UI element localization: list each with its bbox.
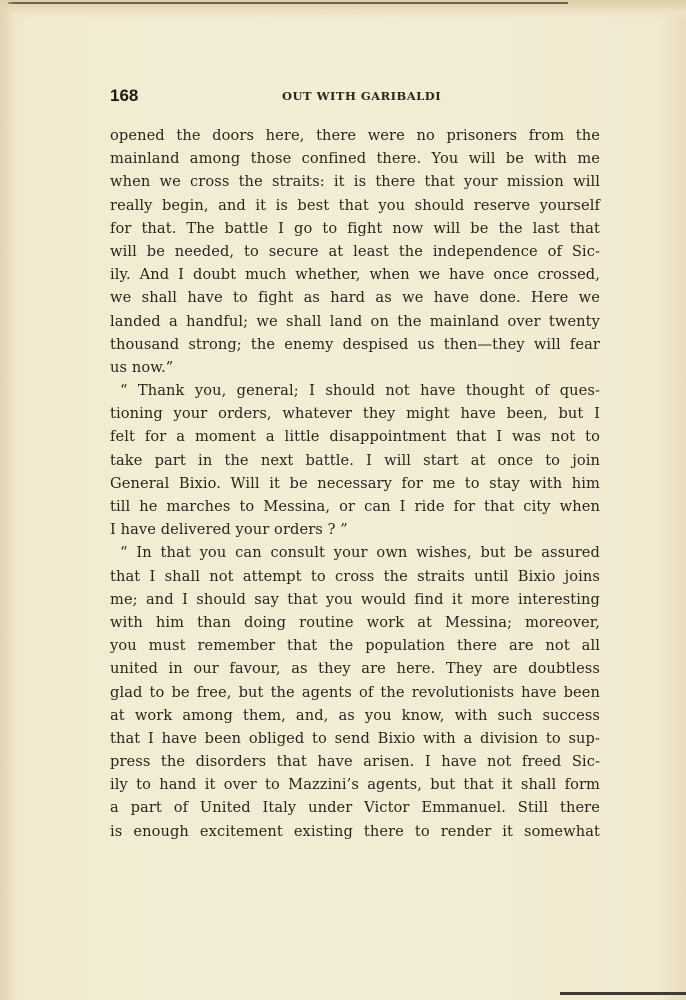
page-number: 168 [110,86,139,105]
text-line: that I have been obliged to send Bixio with a division to sup- [110,729,600,747]
text-line: with him than doing routine work at Messina; moreover, [110,613,600,631]
text-line: when we cross the straits: it is there that your mission will [110,173,600,191]
text-line: us now.” [110,358,174,376]
text-line: united in our favour, as they are here. They are doubtless [110,660,600,678]
text-line: will be needed, to secure at least the independence of Sic- [110,242,600,260]
text-line: General Bixio. Will it be necessary for me to stay with him [110,474,600,492]
text-line: till he marches to Messina, or can I ride for that city when [110,498,600,515]
text-line: I have delivered your orders ? ” [110,521,348,539]
page-left-edge [0,0,14,1000]
text-line: glad to be free, but the agents of the revolutionists have been [110,683,600,701]
running-head [110,86,600,108]
text-line: is enough excitement existing there to render it somewhat [110,822,600,840]
top-scan-rule [8,2,568,4]
text-line: thousand strong; the enemy despised us then—they will fear [110,335,600,353]
text-line: you must remember that the population there are not all [110,637,600,655]
text-line: landed a handful; we shall land on the mainland over twenty [110,312,600,330]
text-line: opened the doors here, there were no prisoners from the [110,127,600,144]
text-line: take part in the next battle. I will start at once to join [110,451,600,469]
text-line: ily to hand it over to Mazzini’s agents, but that it shall form [110,776,600,794]
text-line: we shall have to fight as hard as we have done. Here we [110,289,600,307]
text-line: press the disorders that have arisen. I have not freed Sic- [110,753,600,771]
text-line: felt for a moment a little disappointment that I was not to [110,428,600,446]
text-line: me; and I should say that you would find it more interesting [110,590,600,608]
text-line: really begin, and it is best that you should reserve yourself [110,196,600,214]
text-line: a part of United Italy under Victor Emmanuel. Still there [110,799,600,817]
running-title: OUT WITH GARIBALDI [282,89,442,103]
text-line: for that. The battle I go to fight now will be the last that [110,219,600,237]
body-text [110,124,600,843]
bottom-scan-rule [560,992,686,995]
text-line: that I shall not attempt to cross the straits until Bixio joins [110,567,600,585]
text-line: at work among them, and, as you know, with such success [110,706,600,724]
text-line: mainland among those confined there. You will be with me [110,150,600,168]
text-line: “ In that you can consult your own wishes, but be assured [120,544,600,562]
text-line: ily. And I doubt much whether, when we have once crossed, [110,266,600,284]
text-line: “ Thank you, general; I should not have thought of ques- [120,382,600,400]
text-line: tioning your orders, whatever they might have been, but I [110,405,600,423]
